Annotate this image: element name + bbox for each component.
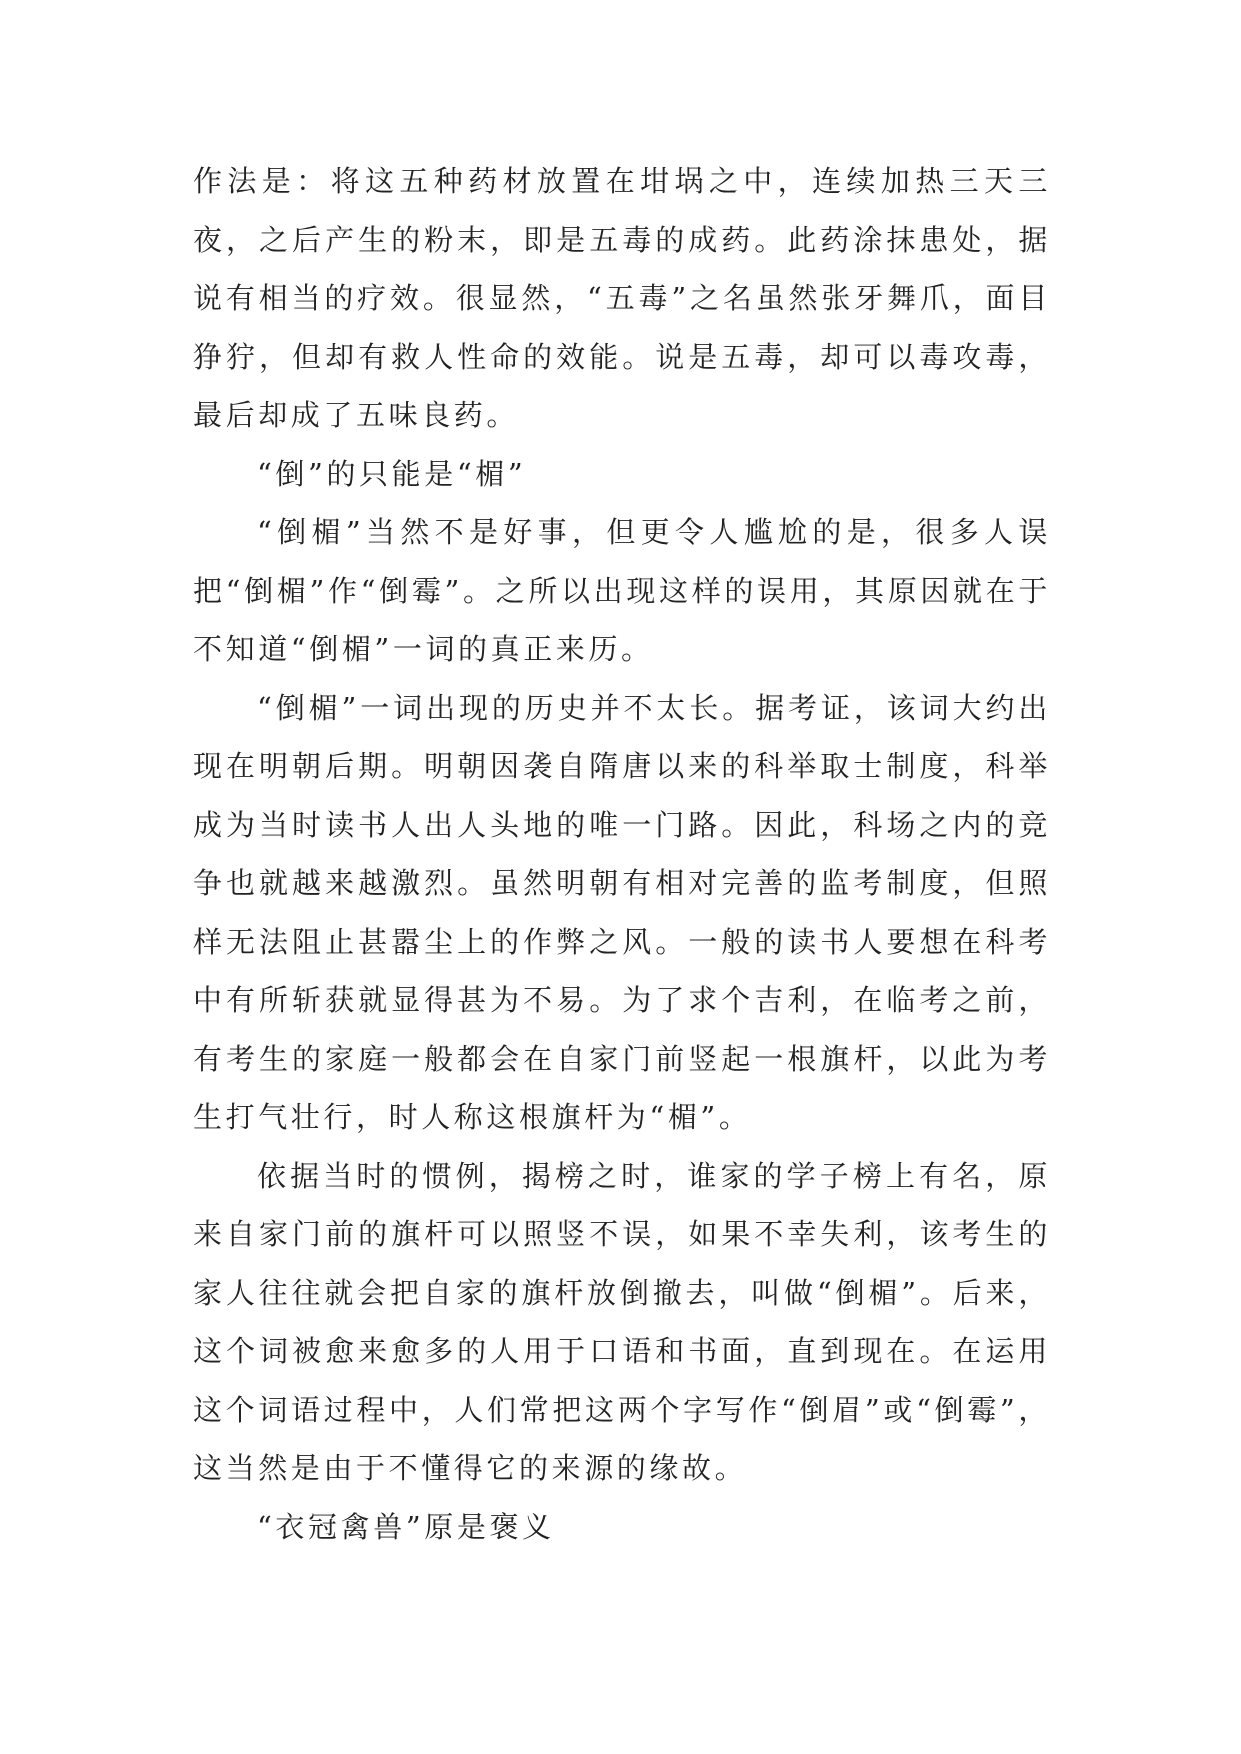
text-column <box>193 152 1051 1556</box>
body-paragraph: 作法是：将这五种药材放置在坩埚之中，连续加热三天三夜，之后产生的粉末，即是五毒的成药。此药涂抹患处，据说有相当的疗效。很显然，“五毒”之名虽然张牙舞爪，面目狰狞，但却有救人性命的效能。说是五毒，却可以毒攻毒，最后却成了五味良药。 <box>193 164 1051 432</box>
body-paragraph: “倒楣”一词出现的历史并不太长。据考证，该词大约出现在明朝后期。明朝因袭自隋唐以来的科举取士制度，科举成为当时读书人出人头地的唯一门路。因此，科场之内的竞争也就越来越激烈。虽然明朝有相对完善的监考制度，但照样无法阻止甚嚣尘上的作弊之风。一般的读书人要想在科考中有所斩获就显得甚为不易。为了求个吉利，在临考之前，有考生的家庭一般都会在自家门前竖起一根旗杆，以此为考生打气壮行，时人称这根旗杆为“楣”。 <box>193 690 1051 1134</box>
body-paragraph: “倒楣”当然不是好事，但更令人尴尬的是，很多人误把“倒楣”作“倒霉”。之所以出现这样的误用，其原因就在于不知道“倒楣”一词的真正来历。 <box>193 515 1051 666</box>
body-paragraph: 依据当时的惯例，揭榜之时，谁家的学子榜上有名，原来自家门前的旗杆可以照竖不误，如果不幸失利，该考生的家人往往就会把自家的旗杆放倒撤去，叫做“倒楣”。后来，这个词被愈来愈多的人用于口语和书面，直到现在。在运用这个词语过程中，人们常把这两个字写作“倒眉”或“倒霉”，这当然是由于不懂得它的来源的缘故。 <box>193 1158 1051 1485</box>
section-heading: “倒”的只能是“楣” <box>257 456 527 491</box>
section-heading: “衣冠禽兽”原是褒义 <box>257 1509 555 1544</box>
